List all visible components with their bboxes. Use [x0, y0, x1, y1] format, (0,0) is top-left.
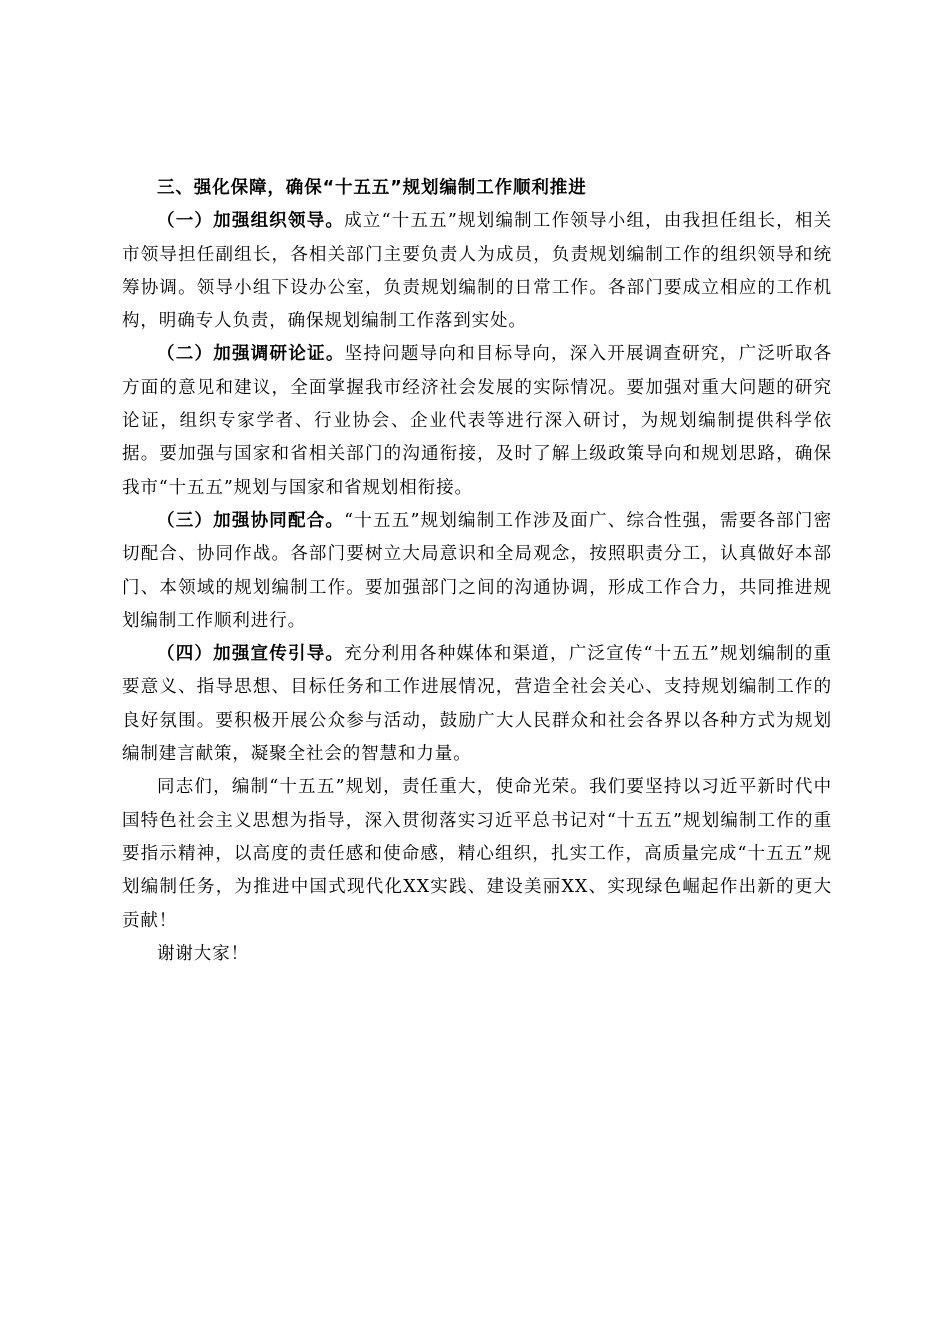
paragraph-coordination — [122, 505, 832, 638]
document-body — [122, 172, 832, 971]
paragraph-body: 成立“十五五”规划编制工作领导小组，由我担任组长，相关市领导担任副组长，各相关部门主要负责人为成员，负责规划编制工作的组织领导和统筹协调。领导小组下设办公室，负责规划编制的日常工作。各部门要成立相应的工作机构，明确专人负责，确保规划编制工作落到实处。 — [122, 211, 832, 332]
paragraph-publicity — [122, 638, 832, 771]
closing-paragraph: 同志们，编制“十五五”规划，责任重大，使命光荣。我们要坚持以习近平新时代中国特色社会主义思想为指导，深入贯彻落实习近平总书记对“十五五”规划编制工作的重要指示精神，以高度的责任感和使命感，精心组织，扎实工作，高质量完成“十五五”规划编制任务，为推进中国式现代化XX实践、建设美丽XX、实现绿色崛起作出新的更大贡献！ — [122, 777, 832, 931]
section-heading: 三、强化保障，确保“十五五”规划编制工作顺利推进 — [157, 178, 587, 198]
paragraph-lead: （四）加强宣传引导。 — [157, 644, 345, 665]
paragraph-body: 坚持问题导向和目标导向，深入开展调查研究，广泛听取各方面的意见和建议，全面掌握我市经济社会发展的实际情况。要加强对重大问题的研究论证，组织专家学者、行业协会、企业代表等进行深入研讨，为规划编制提供科学依据。要加强与国家和省相关部门的沟通衔接，及时了解上级政策导向和规划思路，确保我市“十五五”规划与国家和省规划相衔接。 — [122, 344, 833, 498]
paragraph-research-demonstration — [122, 338, 832, 504]
paragraph-organization-leadership — [122, 205, 832, 338]
paragraph-body: “十五五”规划编制工作涉及面广、综合性强，需要各部门密切配合、协同作战。各部门要树立大局意识和全局观念，按照职责分工，认真做好本部门、本领域的规划编制工作。要加强部门之间的沟通协调，形成工作合力，共同推进规划编制工作顺利进行。 — [122, 510, 832, 631]
paragraph-lead: （三）加强协同配合。 — [157, 510, 345, 531]
paragraph-lead: （一）加强组织领导。 — [157, 211, 345, 232]
thanks-line: 谢谢大家！ — [157, 943, 249, 964]
paragraph-body: 充分利用各种媒体和渠道，广泛宣传“十五五”规划编制的重要意义、指导思想、目标任务和工作进展情况，营造全社会关心、支持规划编制工作的良好氛围。要积极开展公众参与活动，鼓励广大人民群众和社会各界以各种方式为规划编制建言献策，凝聚全社会的智慧和力量。 — [122, 644, 832, 765]
paragraph-lead: （二）加强调研论证。 — [157, 344, 345, 365]
